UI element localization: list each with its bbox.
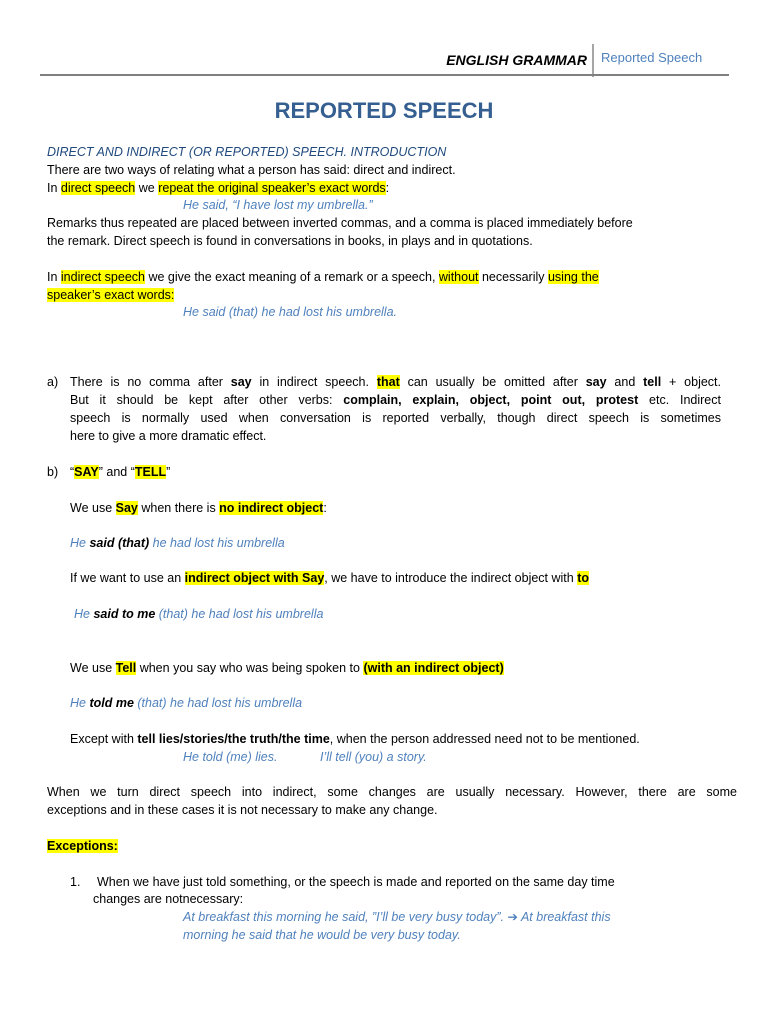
example-sentence: He said, “I have lost my umbrella.” [183, 198, 373, 212]
example-key-words: said to me [93, 607, 156, 621]
example-text: (that) he had lost his umbrella [155, 607, 324, 621]
highlight-term: repeat the original speaker’s exact words [158, 181, 386, 195]
rule-line [70, 499, 327, 517]
example-text: He [70, 536, 90, 550]
intro-text: necessarily [478, 270, 548, 284]
highlight-term: Exceptions: [47, 839, 118, 853]
example-text: he had lost his umbrella [149, 536, 285, 550]
intro-line [47, 268, 599, 286]
example-text: At breakfast this morning he said, ”I’ll be very busy today”. [183, 910, 508, 924]
body-text: “ [70, 465, 75, 479]
highlight-term: speaker’s exact words: [47, 288, 175, 302]
list-item-line [70, 391, 721, 409]
body-text: can usually be omitted after [399, 375, 586, 389]
example-sentence [70, 694, 302, 712]
body-text: But it should be kept after other verbs: [70, 393, 344, 407]
body-text: etc. Indirect [638, 393, 721, 407]
book-title: ENGLISH GRAMMAR [446, 52, 587, 68]
example-sentence [74, 605, 323, 623]
body-text: We use [70, 661, 116, 675]
body-text: ” and “ [98, 465, 135, 479]
chapter-name: Reported Speech [601, 50, 703, 65]
intro-line: Remarks thus repeated are placed between inverted commas, and a comma is placed immediately before [47, 216, 633, 230]
body-text: If we want to use an [70, 571, 185, 585]
body-text: and [606, 375, 644, 389]
intro-line: the remark. Direct speech is found in conversations in books, in plays and in quotations. [47, 234, 533, 248]
highlight-term: no indirect object [219, 501, 324, 515]
list-item-line: speech is normally used when conversation is reported verbally, though direct speech is sometimes [70, 411, 721, 425]
bold-term: complain, explain, object, point out, protest [343, 393, 639, 407]
page-title: REPORTED SPEECH [274, 98, 494, 123]
list-item-line [70, 373, 721, 391]
rule-line [70, 730, 640, 748]
exceptions-label [47, 837, 118, 855]
highlight-term: Tell [115, 661, 137, 675]
highlight-term: SAY [74, 465, 99, 479]
example-sentence [70, 534, 285, 552]
example-text: He [74, 607, 94, 621]
list-marker: b) [47, 465, 59, 479]
bold-term: tell [643, 375, 662, 389]
intro-text: : [385, 181, 390, 195]
list-item-line: here to give a more dramatic effect. [70, 429, 267, 443]
highlight-term: TELL [134, 465, 167, 479]
highlight-term: (with an indirect object) [363, 661, 504, 675]
bold-term: say [585, 375, 607, 389]
intro-text: we [135, 181, 159, 195]
highlight-term: to [577, 571, 590, 585]
intro-line: There are two ways of relating what a person has said: direct and indirect. [47, 163, 456, 177]
header-divider [592, 44, 594, 77]
intro-line [47, 179, 389, 197]
highlight-term: indirect object with Say [184, 571, 325, 585]
intro-text: we give the exact meaning of a remark or a speech, [144, 270, 439, 284]
body-text: We use [70, 501, 116, 515]
body-text: , we have to introduce the indirect object with [324, 571, 578, 585]
header-rule [40, 74, 729, 76]
body-text: ” [166, 465, 171, 479]
example-sentence [183, 908, 611, 926]
body-text: in indirect speech. [251, 375, 377, 389]
body-text: when you say who was being spoken to [136, 661, 364, 675]
example-text: At breakfast this [520, 910, 611, 924]
intro-line [47, 286, 174, 304]
highlight-term: that [376, 375, 400, 389]
bold-term: say [230, 375, 252, 389]
body-text: Except with [70, 732, 138, 746]
body-text: + object. [661, 375, 721, 389]
list-number: 1. [70, 875, 81, 889]
list-item-line: changes are notnecessary: [93, 892, 244, 906]
intro-text: In [47, 181, 61, 195]
example-sentence: I’ll tell (you) a story. [320, 750, 427, 764]
paragraph-line: When we turn direct speech into indirect, some changes are usually necessary. However, there are some [47, 785, 737, 799]
example-text: He [70, 696, 90, 710]
highlight-term: without [438, 270, 479, 284]
example-sentence: He said (that) he had lost his umbrella. [183, 305, 397, 319]
highlight-term: Say [115, 501, 138, 515]
arrow-right-icon [507, 910, 517, 924]
body-text: when there is [137, 501, 220, 515]
bold-term: tell lies/stories/the truth/the time [137, 732, 330, 746]
intro-text: In [47, 270, 61, 284]
list-marker: a) [47, 375, 59, 389]
list-item-line: When we have just told something, or the speech is made and reported on the same day time [97, 875, 615, 889]
example-sentence: He told (me) lies. [183, 750, 278, 764]
rule-line [70, 569, 589, 587]
rule-line [70, 659, 504, 677]
example-sentence: morning he said that he would be very busy today. [183, 928, 461, 942]
paragraph-line: exceptions and in these cases it is not necessary to make any change. [47, 803, 438, 817]
highlight-term: using the [547, 270, 599, 284]
body-text: , when the person addressed need not to be mentioned. [329, 732, 640, 746]
example-text: (that) he had lost his umbrella [133, 696, 303, 710]
body-text: : [323, 501, 327, 515]
example-key-words: said (that) [89, 536, 150, 550]
list-item-heading [70, 463, 170, 481]
highlight-term: indirect speech [60, 270, 145, 284]
highlight-term: direct speech [60, 181, 136, 195]
example-key-words: told me [89, 696, 134, 710]
section-heading: DIRECT AND INDIRECT (OR REPORTED) SPEECH. INTRODUCTION [47, 145, 447, 159]
body-text: There is no comma after [70, 375, 231, 389]
